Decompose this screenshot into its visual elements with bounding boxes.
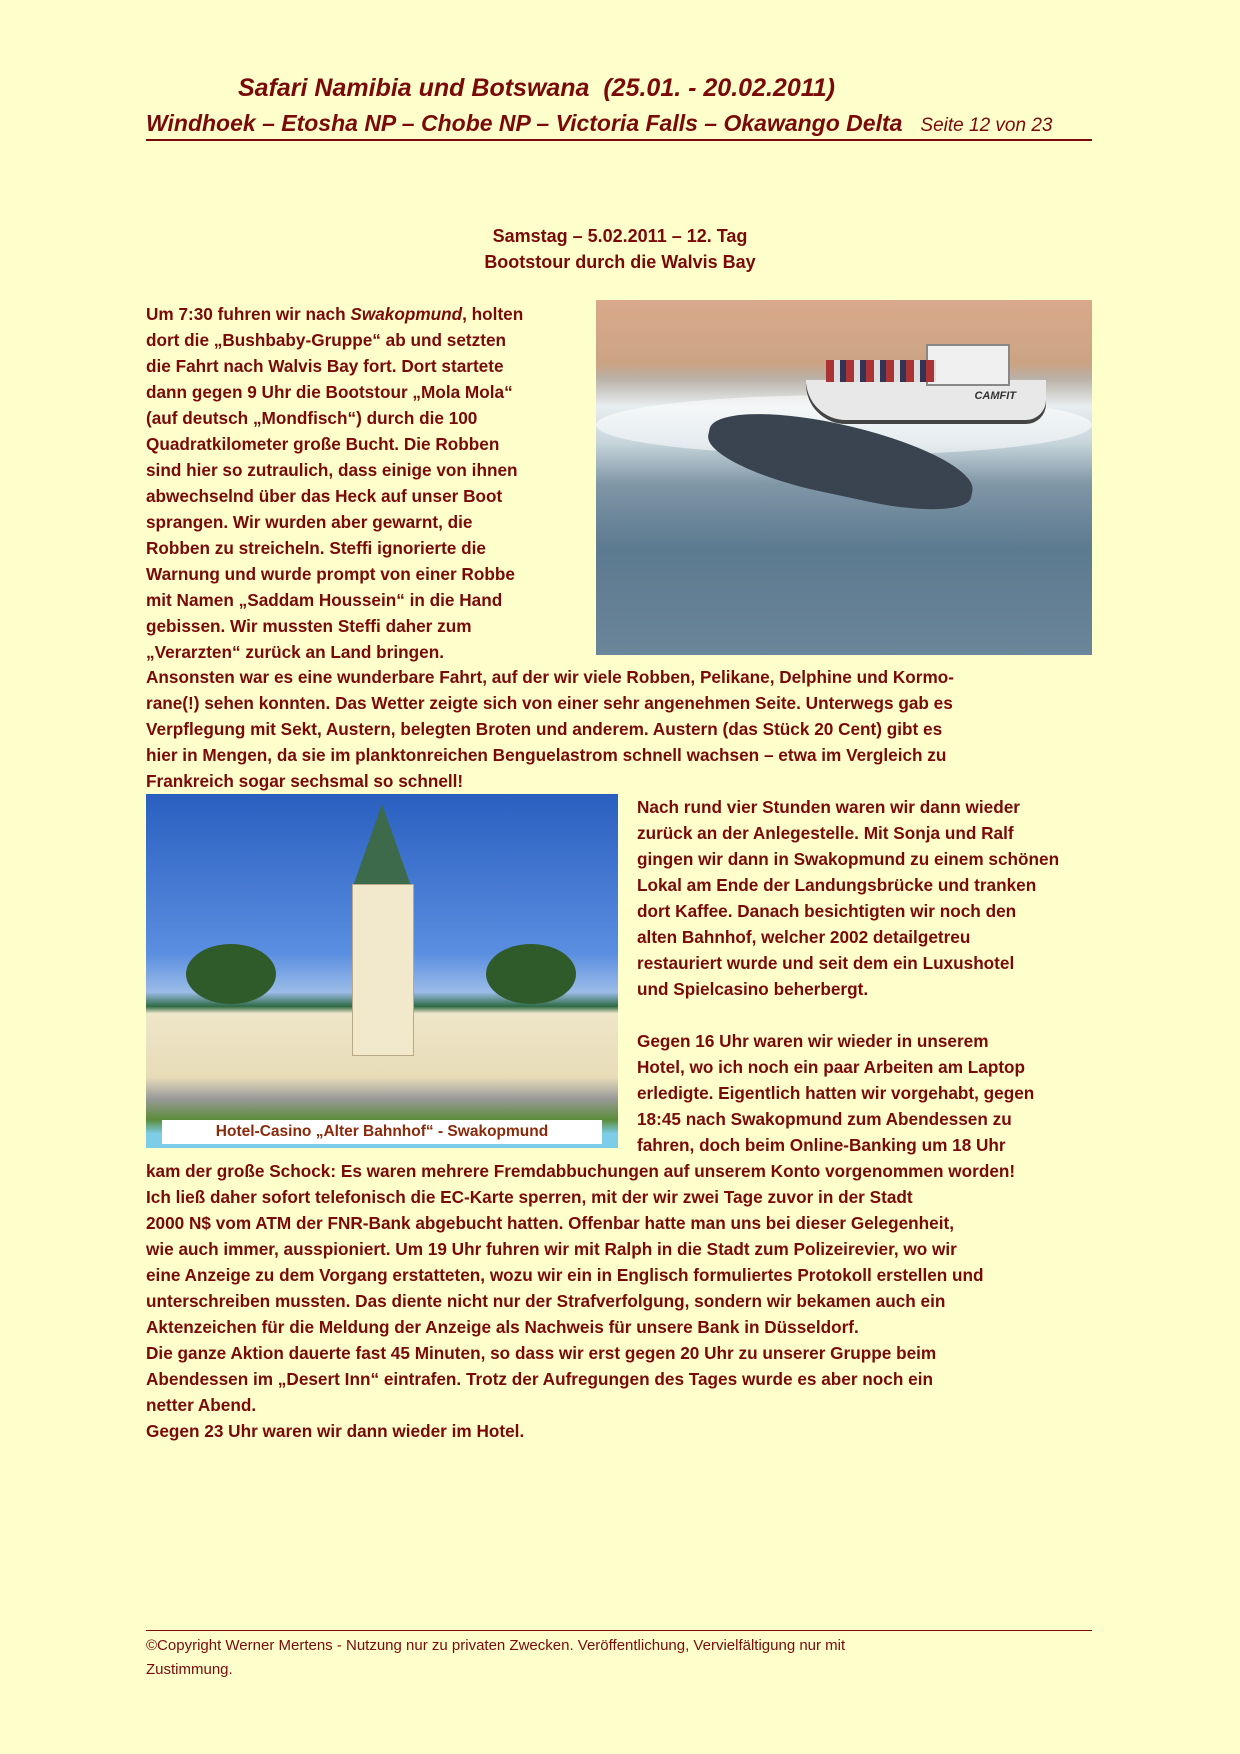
paragraph-1-lines [146, 327, 523, 662]
text-line: Warnung und wurde prompt von einer Robbe [146, 564, 515, 584]
route-text: Windhoek – Etosha NP – Chobe NP – Victoria Falls – Okawango Delta [146, 110, 903, 136]
text-line: erledigte. Eigentlich hatten wir vorgehabt, gegen [637, 1083, 1035, 1103]
document-title: Safari Namibia und Botswana (25.01. - 20.02.2011) [238, 74, 835, 102]
text-line: Quadratkilometer große Bucht. Die Robben [146, 434, 500, 454]
palm-tree [186, 944, 276, 1004]
page-number: Seite 12 von 23 [920, 115, 1053, 136]
text-line: Verpflegung mit Sekt, Austern, belegten Broten und anderem. Austern (das Stück 20 Cent) gibt es [146, 719, 943, 739]
paragraph-2 [146, 664, 954, 794]
text: Um 7:30 fuhren wir nach [146, 304, 351, 324]
text-line: Robben zu streicheln. Steffi ignorierte die [146, 538, 486, 558]
text-line: 2000 N$ vom ATM der FNR-Bank abgebucht hatten. Offenbar hatte man uns bei dieser Gelegenheit, [146, 1213, 954, 1233]
text-line: und Spielcasino beherbergt. [637, 979, 869, 999]
text-line: die Fahrt nach Walvis Bay fort. Dort startete [146, 356, 504, 376]
text-line: gingen wir dann in Swakopmund zu einem schönen [637, 849, 1060, 869]
text-line: rane(!) sehen konnten. Das Wetter zeigte sich von einer sehr angenehmen Seite. Unterwegs gab es [146, 693, 953, 713]
text-line: dort die „Bushbaby-Gruppe“ ab und setzten [146, 330, 506, 350]
text-line: alten Bahnhof, welcher 2002 detailgetreu [637, 927, 971, 947]
text-line: Hotel, wo ich noch ein paar Arbeiten am Laptop [637, 1057, 1026, 1077]
text-line: sprangen. Wir wurden aber gewarnt, die [146, 512, 473, 532]
footer-line: ©Copyright Werner Mertens - Nutzung nur zu privaten Zwecken. Veröffentlichung, Vervielfältigung nur mit [146, 1637, 846, 1654]
text-line: Nach rund vier Stunden waren wir dann wieder [637, 797, 1020, 817]
text-line: 18:45 nach Swakopmund zum Abendessen zu [637, 1109, 1012, 1129]
paragraph-3 [637, 794, 1059, 1002]
boat-logo: CAMFIT [974, 390, 1016, 402]
text-line: Die ganze Aktion dauerte fast 45 Minuten, so dass wir erst gegen 20 Uhr zu unserer Gruppe beim [146, 1343, 937, 1363]
text-line: kam der große Schock: Es waren mehrere Fremdabbuchungen auf unserem Konto vorgenommen worden! [146, 1161, 1016, 1181]
photo-caption: Hotel-Casino „Alter Bahnhof“ - Swakopmund [162, 1120, 602, 1144]
text-line: Abendessen im „Desert Inn“ eintrafen. Trotz der Aufregungen des Tages wurde es aber noch ein [146, 1369, 933, 1389]
paragraph-1-first-line [146, 301, 523, 327]
route-subtitle [146, 110, 1092, 141]
clock-tower [352, 884, 414, 1056]
text: , holten [462, 304, 524, 324]
text-line: Aktenzeichen für die Meldung der Anzeige als Nachweis für unsere Bank in Düsseldorf. [146, 1317, 859, 1337]
text-line: „Verarzten“ zurück an Land bringen. [146, 642, 444, 662]
place-name: Swakopmund [350, 304, 463, 324]
text-line: dann gegen 9 Uhr die Bootstour „Mola Mola“ [146, 382, 513, 402]
copyright-footer [146, 1634, 1006, 1682]
text-line: dort Kaffee. Danach besichtigten wir noch den [637, 901, 1017, 921]
text-line: sind hier so zutraulich, dass einige von ihnen [146, 460, 518, 480]
text-line: Lokal am Ende der Landungsbrücke und tranken [637, 875, 1037, 895]
boat-cabin [926, 344, 1010, 386]
text-line: fahren, doch beim Online-Banking um 18 Uhr [637, 1135, 1006, 1155]
text-line: hier in Mengen, da sie im planktonreichen Benguelastrom schnell wachsen – etwa im Vergleich zu [146, 745, 947, 765]
paragraph-1 [146, 301, 524, 662]
text-line: zurück an der Anlegestelle. Mit Sonja und Ralf [637, 823, 1014, 843]
boat-hull [806, 380, 1046, 420]
paragraph-5 [146, 1158, 1015, 1444]
text-line: Ansonsten war es eine wunderbare Fahrt, auf der wir viele Robben, Pelikane, Delphine und Kormo- [146, 667, 954, 687]
text-line: Gegen 23 Uhr waren wir dann wieder im Hotel. [146, 1421, 525, 1441]
palm-tree [486, 944, 576, 1004]
day-date-heading: Samstag – 5.02.2011 – 12. Tag [492, 226, 748, 246]
day-subtitle: Bootstour durch die Walvis Bay [484, 252, 756, 272]
text-line: mit Namen „Saddam Houssein“ in die Hand [146, 590, 503, 610]
paragraph-4 [637, 1028, 1034, 1158]
boat-passengers [826, 360, 936, 382]
footer-divider [146, 1630, 1092, 1631]
text-line: unterschreiben mussten. Das diente nicht nur der Strafverfolgung, sondern wir bekamen auch ein [146, 1291, 946, 1311]
boat-dolphin-photo [596, 300, 1092, 655]
footer-line: Zustimmung. [146, 1661, 233, 1678]
hotel-casino-photo [146, 794, 618, 1148]
text-line: abwechselnd über das Heck auf unser Boot [146, 486, 503, 506]
text-line: Frankreich sogar sechsmal so schnell! [146, 771, 464, 791]
text-line: restauriert wurde und seit dem ein Luxushotel [637, 953, 1015, 973]
text-line: netter Abend. [146, 1395, 257, 1415]
text-line: gebissen. Wir mussten Steffi daher zum [146, 616, 472, 636]
text-line: wie auch immer, ausspioniert. Um 19 Uhr fuhren wir mit Ralph in die Stadt zum Polizeirevier, wo wir [146, 1239, 957, 1259]
text-line: Gegen 16 Uhr waren wir wieder in unserem [637, 1031, 989, 1051]
text-line: eine Anzeige zu dem Vorgang erstatteten, wozu wir ein in Englisch formuliertes Protokoll erstellen und [146, 1265, 984, 1285]
text-line: (auf deutsch „Mondfisch“) durch die 100 [146, 408, 478, 428]
tower-spire [352, 804, 412, 889]
text-line: Ich ließ daher sofort telefonisch die EC-Karte sperren, mit der wir zwei Tage zuvor in der Stadt [146, 1187, 913, 1207]
